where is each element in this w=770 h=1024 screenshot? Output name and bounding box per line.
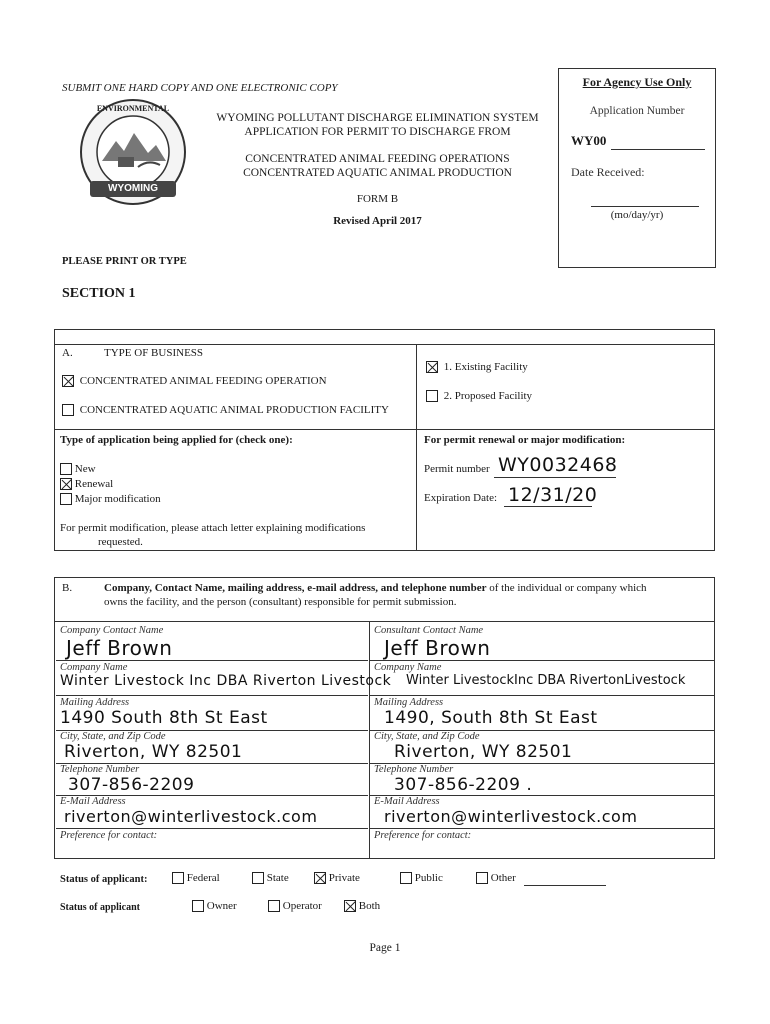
section-b-heading-rest: of the individual or company which [489,582,647,594]
consultant-address-label: Mailing Address [374,697,444,708]
agency-use-box [558,68,716,268]
other-checkbox[interactable] [476,872,488,884]
status-label-2: Status of applicant [60,902,141,913]
consultant-contact-value[interactable]: Jeff Brown [384,636,491,660]
owner-phone-label: Telephone Number [60,764,140,775]
consultant-email-label: E-Mail Address [374,796,440,807]
status-other[interactable] [476,872,516,884]
public-checkbox[interactable] [400,872,412,884]
private-checkbox[interactable] [314,872,326,884]
renewal-checkbox[interactable] [60,478,72,490]
print-note: PLEASE PRINT OR TYPE [62,256,187,267]
status-owner[interactable] [192,900,237,912]
owner-preference-label: Preference for contact: [60,830,158,841]
title-line-4: CONCENTRATED AQUATIC ANIMAL PRODUCTION [243,167,512,179]
section-a-letter: A. [62,347,73,359]
form-title [200,111,555,228]
date-received-label: Date Received: [571,165,645,179]
app-number-label: Application Number [589,105,685,117]
consultant-company-value[interactable]: Winter LivestockInc DBA RivertonLivestock [406,673,686,688]
app-number-prefix: WY00 [571,133,607,148]
date-format: (mo/day/yr) [610,209,664,221]
consultant-phone-value[interactable]: 307-856-2209 . [394,775,533,795]
title-line-3: CONCENTRATED ANIMAL FEEDING OPERATIONS [245,153,510,165]
status-federal[interactable] [172,872,220,884]
caap-label: CONCENTRATED AQUATIC ANIMAL PRODUCTION FACILITY [79,404,389,416]
both-checkbox[interactable] [344,900,356,912]
owner-checkbox[interactable] [192,900,204,912]
section-b-letter: B. [62,582,73,594]
consultant-address-value[interactable]: 1490, South 8th St East [384,708,598,728]
title-line-1: WYOMING POLLUTANT DISCHARGE ELIMINATION SYSTEM [216,112,539,124]
cafo-label: CONCENTRATED ANIMAL FEEDING OPERATION [79,375,327,387]
app-type-options [60,462,161,507]
proposed-label: 2. Proposed Facility [443,390,533,402]
option-caap[interactable] [62,404,389,416]
existing-checkbox[interactable] [426,361,438,373]
consultant-city-label: City, State, and Zip Code [374,731,480,742]
app-new-option[interactable] [60,462,161,477]
consultant-contact-label: Consultant Contact Name [374,625,484,636]
app-renewal-option[interactable] [60,477,161,492]
section-b-heading-bold: Company, Contact Name, mailing address, e-mail address, and telephone number [104,582,487,594]
status-private[interactable] [314,872,360,884]
public-label: Public [414,872,443,884]
proposed-checkbox[interactable] [426,390,438,402]
new-label: New [74,463,96,475]
major-checkbox[interactable] [60,493,72,505]
federal-label: Federal [186,872,220,884]
owner-city-value[interactable]: Riverton, WY 82501 [64,742,243,762]
option-cafo[interactable] [62,375,327,387]
title-line-2: APPLICATION FOR PERMIT TO DISCHARGE FROM [244,126,511,138]
consultant-phone-label: Telephone Number [374,764,454,775]
form-name: FORM B [356,193,399,205]
owner-city-label: City, State, and Zip Code [60,731,166,742]
app-type-heading: Type of application being applied for (check one): [60,434,293,446]
cafo-checkbox[interactable] [62,375,74,387]
app-major-option[interactable] [60,492,161,507]
section-title: SECTION 1 [62,286,136,301]
status-both[interactable] [344,900,380,912]
operator-checkbox[interactable] [268,900,280,912]
consultant-preference-label: Preference for contact: [374,830,472,841]
operator-label: Operator [282,900,322,912]
owner-phone-value[interactable]: 307-856-2209 [68,775,195,795]
section-b-heading-line-2: owns the facility, and the person (consultant) responsible for permit submission. [104,596,457,608]
expiration-value[interactable]: 12/31/20 [508,484,598,506]
mod-note-line-1: For permit modification, please attach letter explaining modifications [60,522,366,534]
owner-company-value[interactable]: Winter Livestock Inc DBA Riverton Livestock [60,673,392,689]
state-label: State [266,872,289,884]
status-operator[interactable] [268,900,322,912]
owner-company-label: Company Name [60,662,128,673]
private-label: Private [328,872,360,884]
option-existing[interactable] [426,361,528,373]
owner-contact-value[interactable]: Jeff Brown [66,636,173,660]
modification-note [60,521,412,549]
federal-checkbox[interactable] [172,872,184,884]
renewal-label: Renewal [74,478,114,490]
owner-contact-label: Company Contact Name [60,625,164,636]
expiration-label: Expiration Date: [424,492,498,504]
submit-note: SUBMIT ONE HARD COPY AND ONE ELECTRONIC COPY [62,82,338,94]
revised-date: Revised April 2017 [333,215,422,227]
owner-label: Owner [206,900,237,912]
caap-checkbox[interactable] [62,404,74,416]
both-label: Both [358,900,381,912]
consultant-company-label: Company Name [374,662,442,673]
owner-email-label: E-Mail Address [60,796,126,807]
status-state[interactable] [252,872,289,884]
page-number: Page 1 [369,942,401,954]
type-of-business-heading: TYPE OF BUSINESS [104,347,204,359]
existing-label: 1. Existing Facility [443,361,528,373]
owner-address-label: Mailing Address [60,697,130,708]
permit-number-label: Permit number [424,463,490,475]
new-checkbox[interactable] [60,463,72,475]
status-label-1: Status of applicant: [60,874,148,885]
renewal-heading: For permit renewal or major modification: [424,434,626,446]
state-checkbox[interactable] [252,872,264,884]
agency-title: For Agency Use Only [582,75,692,89]
svg-text:ENVIRONMENTAL: ENVIRONMENTAL [96,104,170,113]
consultant-email-value[interactable]: riverton@winterlivestock.com [384,807,638,826]
consultant-city-value[interactable]: Riverton, WY 82501 [394,742,573,762]
owner-address-value[interactable]: 1490 South 8th St East [60,708,268,728]
section-b-heading [104,581,704,609]
mod-note-line-2: requested. [98,536,143,548]
seal-banner: WYOMING [108,183,158,194]
wyoming-deq-seal [78,97,188,207]
other-label: Other [490,872,516,884]
permit-number-value[interactable]: WY0032468 [498,454,618,476]
owner-email-value[interactable]: riverton@winterlivestock.com [64,807,318,826]
option-proposed[interactable] [426,390,532,402]
major-label: Major modification [74,493,161,505]
status-public[interactable] [400,872,443,884]
